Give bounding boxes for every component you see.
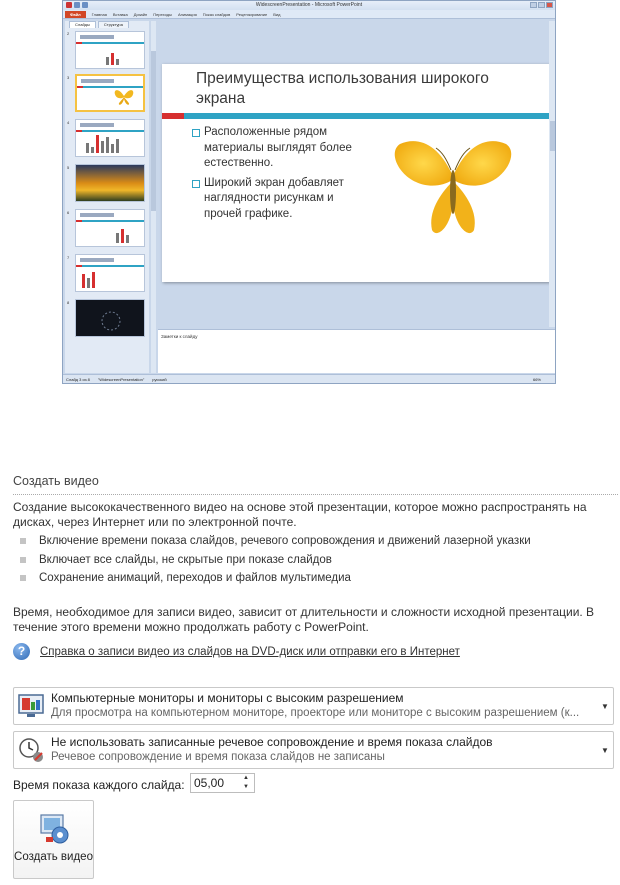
- slide-thumbnail-2[interactable]: [75, 31, 145, 69]
- help-icon[interactable]: ?: [13, 643, 30, 660]
- slide-thumbnail-8[interactable]: [75, 299, 145, 337]
- thumb-number: 3: [67, 75, 70, 80]
- status-bar: [63, 374, 555, 383]
- tab-home[interactable]: Главная: [91, 11, 107, 17]
- slide-thumbnail-6[interactable]: [75, 209, 145, 247]
- time-per-slide-spinner: [190, 773, 255, 793]
- butterfly-thumb-icon: [113, 87, 135, 105]
- undo-icon[interactable]: [82, 2, 88, 8]
- tab-transitions[interactable]: Переходы: [153, 11, 172, 17]
- minimize-icon[interactable]: [530, 2, 537, 8]
- accent-red-block: [162, 113, 184, 119]
- thumb-number: 4: [67, 120, 70, 125]
- tab-insert[interactable]: Вставка: [112, 11, 128, 17]
- quick-access-toolbar: [66, 2, 88, 8]
- slide-thumbnail-5[interactable]: [75, 164, 145, 202]
- slide-counter: Слайд 3 из 8: [66, 376, 90, 382]
- tab-view[interactable]: Вид: [273, 11, 281, 17]
- current-slide[interactable]: [162, 64, 550, 282]
- slide-thumbnail-3[interactable]: [75, 74, 145, 112]
- ribbon-tabs: [63, 10, 555, 19]
- narration-dropdown-label: Не использовать записанные речевое сопровождение и время показа слайдов: [51, 735, 493, 749]
- spin-down-icon[interactable]: ▼: [243, 784, 249, 790]
- section-title: Создать видео: [13, 474, 99, 488]
- pane-tabs: [65, 21, 149, 28]
- slides-pane-scrollbar[interactable]: [151, 21, 156, 373]
- tab-animations[interactable]: Анимация: [177, 11, 197, 17]
- slide-thumbnail-4[interactable]: [75, 119, 145, 157]
- tab-file[interactable]: Файл: [65, 11, 86, 18]
- butterfly-image: [388, 134, 518, 244]
- thumb-number: 5: [67, 165, 70, 170]
- list-item: Включает все слайды, не скрытые при показе слайдов: [20, 551, 531, 570]
- clock-narration-icon: [14, 733, 48, 767]
- create-video-icon: [38, 813, 70, 845]
- zoom-level[interactable]: 66%: [532, 376, 541, 382]
- slide-thumbnail-7[interactable]: [75, 254, 145, 292]
- thumb-number: 2: [67, 31, 70, 36]
- slide-title: Преимущества использования широкого экрана: [196, 70, 489, 107]
- window-controls: [530, 2, 553, 8]
- slide-editing-area: [158, 21, 548, 327]
- slide-bullet: Расположенные рядом материалы выглядят более естественно.: [192, 125, 357, 172]
- feature-list: [20, 532, 531, 588]
- notes-pane[interactable]: [158, 329, 555, 373]
- time-per-slide-input[interactable]: [191, 774, 239, 792]
- language-indicator[interactable]: русский: [152, 376, 167, 382]
- powerpoint-logo-icon: [66, 2, 72, 8]
- help-row: [13, 643, 460, 660]
- create-video-label: Создать видео: [14, 851, 93, 863]
- monitor-icon: [14, 689, 48, 723]
- spin-up-icon[interactable]: ▲: [243, 775, 249, 781]
- help-link[interactable]: Справка о записи видео из слайдов на DVD-диск или отправки его в Интернет: [40, 645, 460, 658]
- circle-graphic-icon: [100, 310, 122, 332]
- title-bar: [63, 1, 555, 10]
- accent-bar: [162, 113, 550, 119]
- time-note: Время, необходимое для записи видео, зависит от длительности и сложности исходной презентации. В течение этого времени можно продолжать работу с PowerPoint.: [13, 605, 595, 634]
- theme-name: "WidescreenPresentation": [97, 376, 145, 382]
- chevron-down-icon: ▼: [601, 701, 609, 711]
- chevron-down-icon: ▼: [601, 745, 609, 755]
- save-icon[interactable]: [74, 2, 80, 8]
- time-per-slide-label: Время показа каждого слайда:: [13, 778, 185, 792]
- notes-placeholder: Заметки к слайду: [161, 334, 198, 339]
- tab-slides[interactable]: Слайды: [69, 21, 96, 28]
- tab-slideshow[interactable]: Показ слайдов: [202, 11, 231, 17]
- quality-dropdown[interactable]: [13, 687, 614, 725]
- tab-design[interactable]: Дизайн: [133, 11, 148, 17]
- quality-dropdown-label: Компьютерные мониторы и мониторы с высоким разрешением: [51, 691, 404, 705]
- tab-review[interactable]: Рецензирование: [236, 11, 268, 17]
- narration-dropdown[interactable]: [13, 731, 614, 769]
- section-divider: [13, 494, 618, 495]
- list-item: Сохранение анимаций, переходов и файлов мультимедиа: [20, 569, 531, 588]
- thumb-number: 8: [67, 300, 70, 305]
- section-description: Создание высококачественного видео на основе этой презентации, которое можно распространять на дисках, через Интернет или по электронной почте.: [13, 500, 587, 529]
- slide-bullets: [192, 125, 357, 226]
- close-icon[interactable]: [546, 2, 553, 8]
- thumb-number: 6: [67, 210, 70, 215]
- slides-pane: [65, 21, 149, 373]
- spinner-buttons: [239, 774, 253, 792]
- slide-area-scrollbar[interactable]: [549, 21, 556, 327]
- slide-bullet: Широкий экран добавляет наглядности рисункам и прочей графике.: [192, 176, 357, 223]
- powerpoint-window: [62, 0, 556, 384]
- list-item: Включение времени показа слайдов, речевого сопровождения и движений лазерной указки: [20, 532, 531, 551]
- quality-dropdown-description: Для просмотра на компьютерном мониторе, проекторе или мониторе с высоким разрешением (к...: [51, 707, 580, 719]
- thumb-number: 7: [67, 255, 70, 260]
- narration-dropdown-description: Речевое сопровождение и время показа слайдов не записаны: [51, 751, 385, 763]
- maximize-icon[interactable]: [538, 2, 545, 8]
- create-video-button[interactable]: [13, 800, 94, 879]
- window-title: WidescreenPresentation - Microsoft PowerPoint: [255, 2, 363, 8]
- tab-outline[interactable]: Структура: [98, 21, 129, 28]
